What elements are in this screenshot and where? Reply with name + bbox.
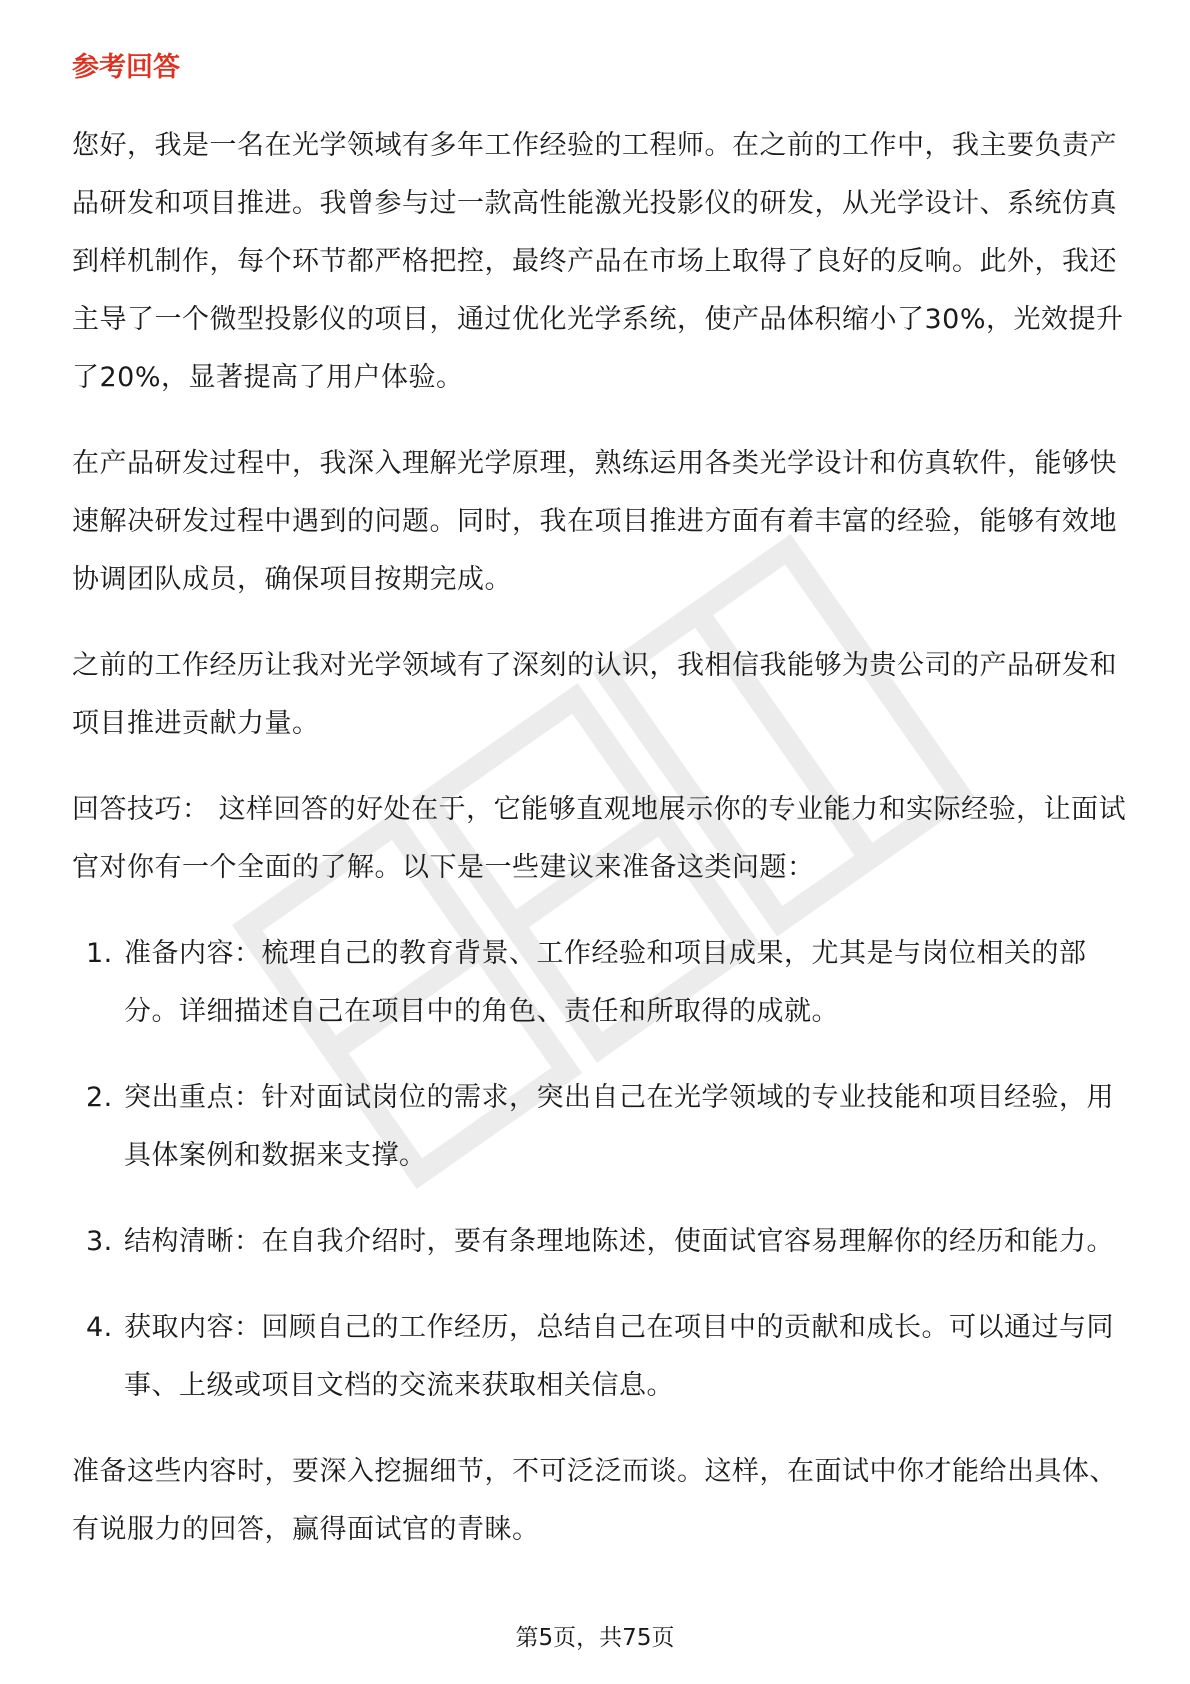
paragraph-conclusion: 之前的工作经历让我对光学领域有了深刻的认识，我相信我能够为贵公司的产品研发和项目推进贡献力量。	[72, 650, 1117, 739]
list-number: 4.	[86, 1312, 113, 1343]
paragraph-closing: 准备这些内容时，要深入挖掘细节，不可泛泛而谈。这样，在面试中你才能给出具体、有说服力的回答，赢得面试官的青睐。	[72, 1456, 1117, 1545]
list-number: 2.	[86, 1082, 113, 1113]
list-item-text: 结构清晰：在自我介绍时，要有条理地陈述，使面试官容易理解你的经历和能力。	[124, 1226, 1114, 1257]
list-number: 3.	[86, 1226, 113, 1257]
list-number: 1.	[86, 938, 113, 969]
page-footer: 第5页，共75页	[515, 1625, 675, 1651]
list-item	[72, 1069, 1128, 1185]
paragraph-tips-intro: 回答技巧： 这样回答的好处在于，它能够直观地展示你的专业能力和实际经验，让面试官对你有一个全面的了解。以下是一些建议来准备这类问题：	[72, 794, 1127, 883]
answer-content	[72, 117, 1128, 1587]
paragraph-skills: 在产品研发过程中，我深入理解光学原理，熟练运用各类光学设计和仿真软件，能够快速解决研发过程中遇到的问题。同时，我在项目推进方面有着丰富的经验，能够有效地协调团队成员，确保项目按期完成。	[72, 448, 1117, 595]
list-item	[72, 1299, 1128, 1415]
list-item	[72, 925, 1128, 1041]
list-item	[72, 1213, 1128, 1271]
paragraph-intro: 您好，我是一名在光学领域有多年工作经验的工程师。在之前的工作中，我主要负责产品研发和项目推进。我曾参与过一款高性能激光投影仪的研发，从光学设计、系统仿真到样机制作，每个环节都严格把控，最终产品在市场上取得了良好的反响。此外，我还主导了一个微型投影仪的项目，通过优化光学系统，使产品体积缩小了30%，光效提升了20%，显著提高了用户体验。	[72, 130, 1124, 393]
list-item-text: 获取内容：回顾自己的工作经历，总结自己在项目中的贡献和成长。可以通过与同事、上级或项目文档的交流来获取相关信息。	[124, 1312, 1114, 1401]
list-item-text: 突出重点：针对面试岗位的需求，突出自己在光学领域的专业技能和项目经验，用具体案例和数据来支撑。	[124, 1082, 1114, 1171]
section-title: 参考回答	[72, 52, 180, 83]
list-item-text: 准备内容：梳理自己的教育背景、工作经验和项目成果，尤其是与岗位相关的部分。详细描述自己在项目中的角色、责任和所取得的成就。	[124, 938, 1087, 1027]
tips-list	[72, 925, 1128, 1415]
